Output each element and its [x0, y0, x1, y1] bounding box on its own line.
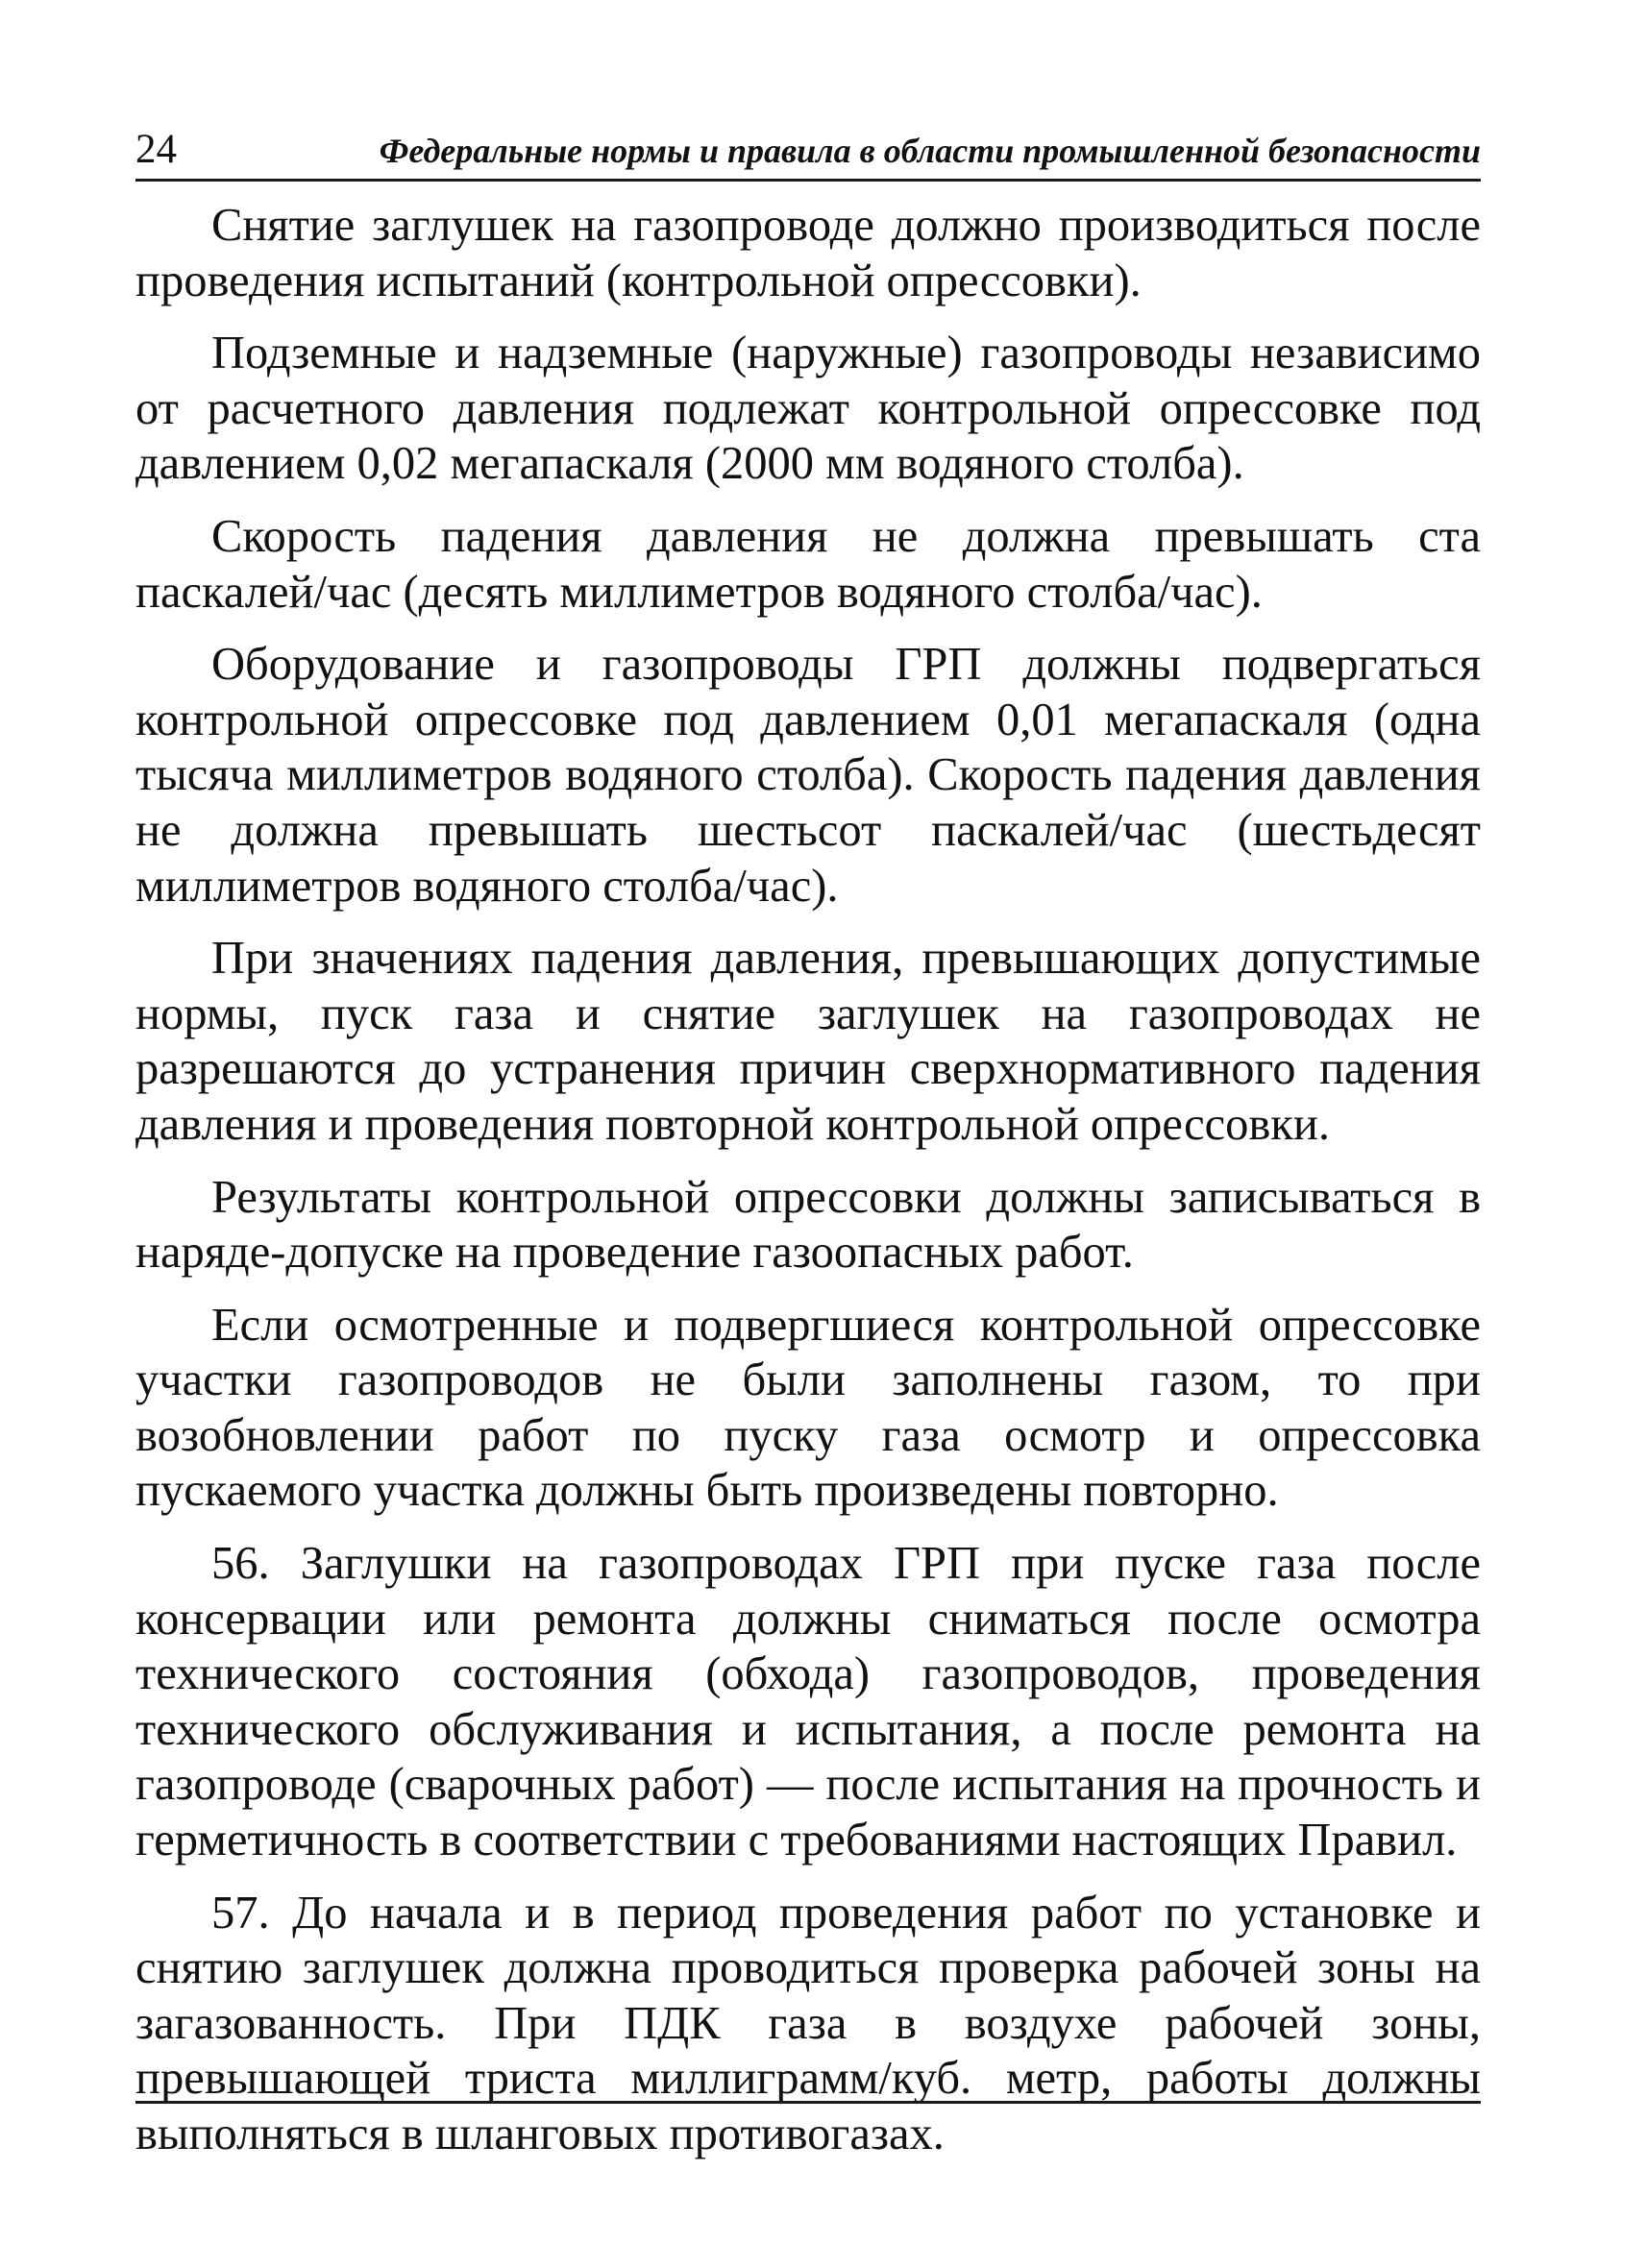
paragraph-item-57: 57. До начала и в период проведения работ по установке и снятию заглушек должна проводиться проверка рабочей зоны на загазованность. При ПДК газа в воздухе рабочей зоны, превышающей триста миллиграмм/куб. метр, работы должны выполняться в шланговых противогазах. [135, 1887, 1481, 2159]
bottom-rule-divider [135, 2101, 1481, 2104]
running-title: Федеральные нормы и правила в области промышленной безопасности [379, 132, 1481, 170]
paragraph: При значениях падения давления, превышающих допустимые нормы, пуск газа и снятие заглушек на газопроводах не разрешаются до устранения причин сверхнормативного падения давления и проведения повторной контрольной опрессовки. [135, 933, 1481, 1150]
paragraph: Подземные и надземные (наружные) газопроводы независимо от расчетного давления подлежат контрольной опрессовке под давлением 0,02 мегапаскаля (2000 мм водяного столба). [135, 328, 1481, 490]
paragraph: Снятие заглушек на газопроводе должно производиться после проведения испытаний (контрольной опрессовки). [135, 200, 1481, 306]
paragraph: Если осмотренные и подвергшиеся контрольной опрессовке участки газопроводов не были заполнены газом, то при возобновлении работ по пуску газа осмотр и опрессовка пускаемого участка должны быть произведены повторно. [135, 1299, 1481, 1517]
paragraph: Оборудование и газопроводы ГРП должны подвергаться контрольной опрессовке под давлением 0,01 мегапаскаля (одна тысяча миллиметров водяного столба). Скорость падения давления не должна превышать шестьсот паскалей/час (шестьдесят миллиметров водяного столба/час). [135, 639, 1481, 912]
page-number: 24 [135, 127, 177, 172]
running-header [135, 123, 1481, 182]
body-text [135, 198, 1481, 2180]
paragraph-item-56: 56. Заглушки на газопроводах ГРП при пуске газа после консервации или ремонта должны сниматься после осмотра технического состояния (обхода) газопроводов, проведения технического обслуживания и испытания, а после ремонта на газопроводе (сварочных работ) — после испытания на прочность и герметичность в соответствии с требованиями настоящих Правил. [135, 1538, 1481, 1866]
paragraph: Результаты контрольной опрессовки должны записываться в наряде-допуске на проведение газоопасных работ. [135, 1171, 1481, 1279]
paragraph: Скорость падения давления не должна превышать ста паскалей/час (десять миллиметров водяного столба/час). [135, 510, 1481, 618]
